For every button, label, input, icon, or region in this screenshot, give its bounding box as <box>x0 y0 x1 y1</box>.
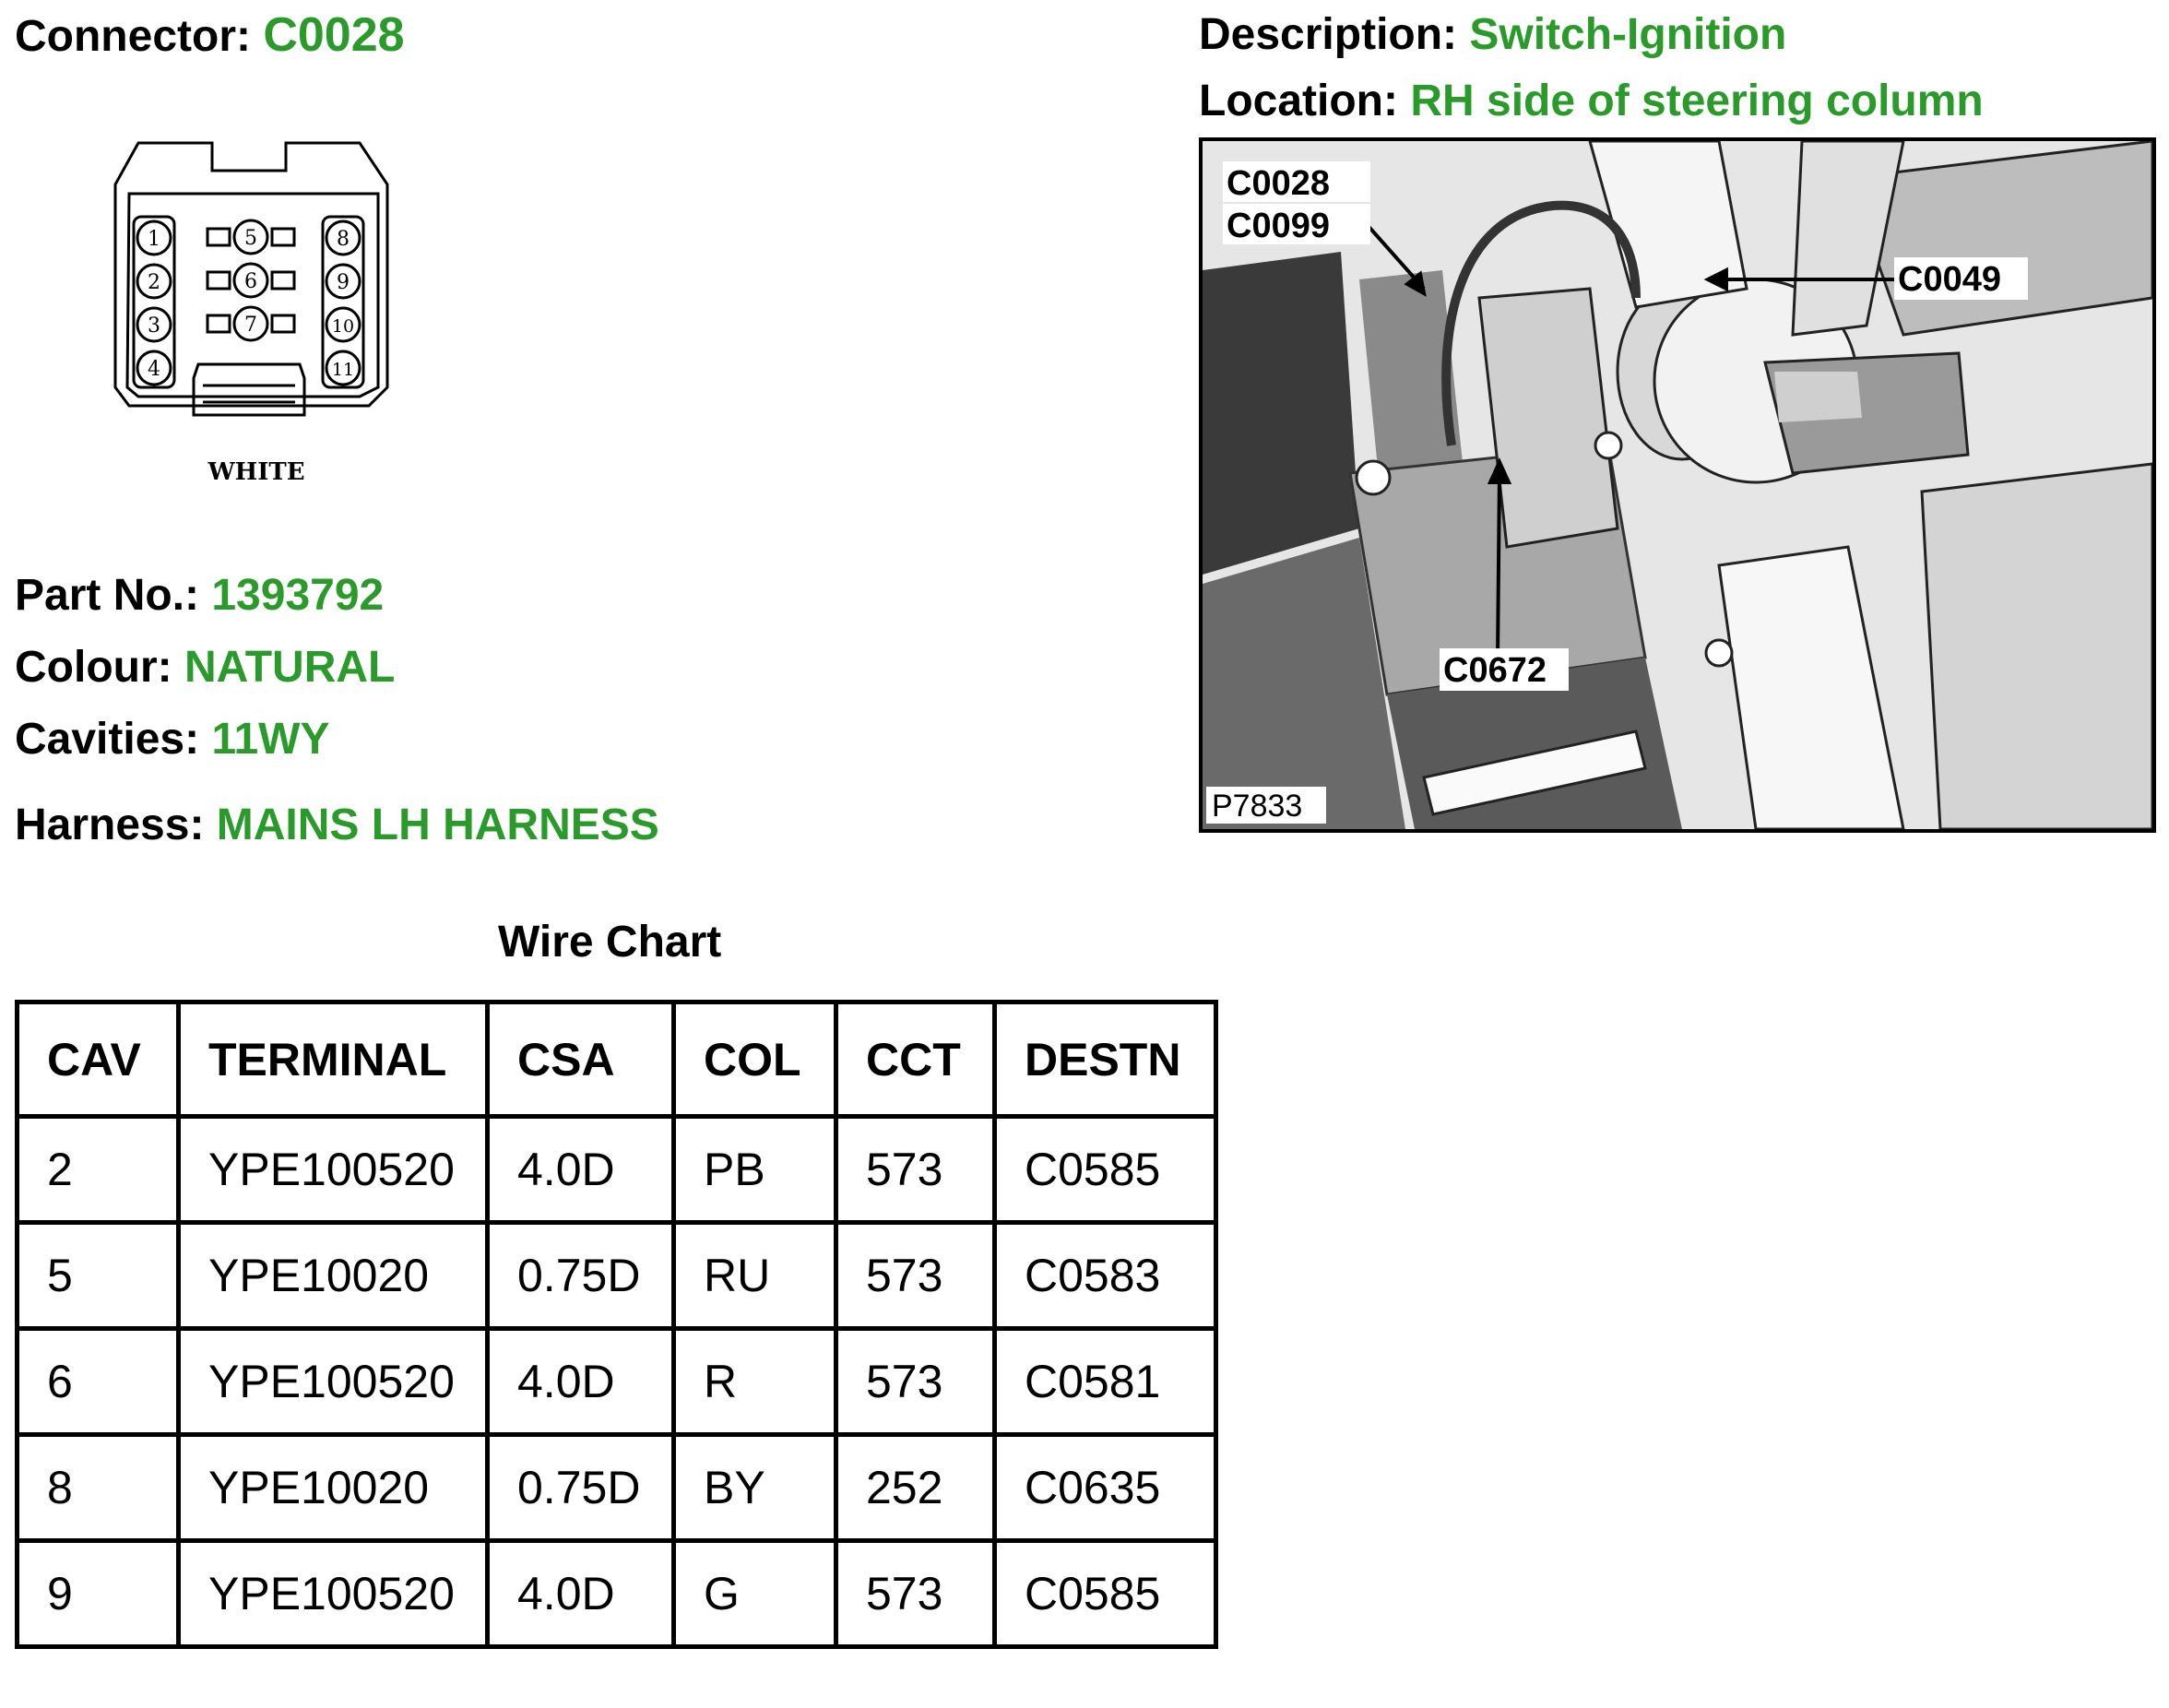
cell-cav: 2 <box>18 1117 179 1223</box>
wire-chart-title: Wire Chart <box>498 918 722 967</box>
cavities-label: Cavities: <box>15 715 200 764</box>
cell-terminal: YPE10020 <box>179 1435 488 1541</box>
pin-7-label: 7 <box>244 314 257 337</box>
location-value: RH side of steering column <box>1410 77 1984 125</box>
cavities-field <box>15 714 330 765</box>
pin-2-label: 2 <box>148 271 160 294</box>
harness-field <box>15 800 659 851</box>
column-header-cav: CAV <box>18 1002 179 1117</box>
column-header-csa: CSA <box>488 1002 674 1117</box>
cell-cav: 6 <box>18 1329 179 1435</box>
wire-chart-header-row <box>18 1002 1216 1117</box>
cell-csa: 4.0D <box>488 1329 674 1435</box>
cell-destn: C0583 <box>995 1223 1216 1329</box>
cell-cav: 5 <box>18 1223 179 1329</box>
cell-cct: 573 <box>836 1117 995 1223</box>
location-field <box>1199 76 1984 127</box>
location-illustration <box>1203 141 2152 829</box>
cell-csa: 0.75D <box>488 1435 674 1541</box>
connector-colour-text: WHITE <box>207 458 305 486</box>
description-label: Description: <box>1199 10 1458 59</box>
cell-col: RU <box>674 1223 836 1329</box>
cell-col: BY <box>674 1435 836 1541</box>
cell-csa: 0.75D <box>488 1223 674 1329</box>
pin-8-label: 8 <box>337 228 350 251</box>
description-field <box>1199 9 1786 61</box>
part-number-label: Part No.: <box>15 571 200 620</box>
cell-csa: 4.0D <box>488 1541 674 1647</box>
colour-field <box>15 642 395 694</box>
cell-terminal: YPE100520 <box>179 1329 488 1435</box>
cell-col: PB <box>674 1117 836 1223</box>
cell-destn: C0581 <box>995 1329 1216 1435</box>
column-header-cct: CCT <box>836 1002 995 1117</box>
table-row <box>18 1435 1216 1541</box>
table-row <box>18 1541 1216 1647</box>
cell-destn: C0585 <box>995 1541 1216 1647</box>
callout-c0049: C0049 <box>1898 260 2001 299</box>
callout-c0028: C0028 <box>1227 164 1330 203</box>
cell-destn: C0635 <box>995 1435 1216 1541</box>
cell-cct: 573 <box>836 1541 995 1647</box>
pin-5-label: 5 <box>244 227 257 250</box>
cavities-value: 11WY <box>211 715 330 764</box>
harness-value: MAINS LH HARNESS <box>216 801 659 849</box>
column-header-terminal: TERMINAL <box>179 1002 488 1117</box>
cell-cct: 573 <box>836 1329 995 1435</box>
column-header-destn: DESTN <box>995 1002 1216 1117</box>
column-header-col: COL <box>674 1002 836 1117</box>
pin-11-label: 11 <box>331 360 355 380</box>
photo-ref: P7833 <box>1212 789 1303 824</box>
cell-col: G <box>674 1541 836 1647</box>
cell-cct: 252 <box>836 1435 995 1541</box>
cell-cct: 573 <box>836 1223 995 1329</box>
pin-6-label: 6 <box>244 270 257 293</box>
part-number-field <box>15 570 384 622</box>
cell-terminal: YPE100520 <box>179 1541 488 1647</box>
cell-col: R <box>674 1329 836 1435</box>
colour-label: Colour: <box>15 643 172 692</box>
pin-9-label: 9 <box>337 271 350 294</box>
description-value: Switch-Ignition <box>1469 10 1787 59</box>
callout-c0672: C0672 <box>1443 651 1547 690</box>
cell-cav: 8 <box>18 1435 179 1541</box>
table-row <box>18 1329 1216 1435</box>
cell-terminal: YPE100520 <box>179 1117 488 1223</box>
cell-destn: C0585 <box>995 1117 1216 1223</box>
connector-value: C0028 <box>263 8 405 62</box>
pin-10-label: 10 <box>331 316 355 337</box>
location-label: Location: <box>1199 77 1398 125</box>
part-number-value: 1393792 <box>211 571 385 620</box>
pin-3-label: 3 <box>148 314 160 338</box>
connector-face-svg <box>101 129 406 498</box>
connector-field <box>15 9 405 63</box>
pin-4-label: 4 <box>148 358 160 381</box>
connector-label: Connector: <box>15 12 251 61</box>
wire-chart-table <box>15 1000 1218 1649</box>
location-photo <box>1199 137 2156 833</box>
table-row <box>18 1117 1216 1223</box>
cell-cav: 9 <box>18 1541 179 1647</box>
callout-c0099: C0099 <box>1227 207 1330 245</box>
cell-terminal: YPE10020 <box>179 1223 488 1329</box>
colour-value: NATURAL <box>184 643 396 692</box>
pin-1-label: 1 <box>148 228 160 251</box>
cell-csa: 4.0D <box>488 1117 674 1223</box>
table-row <box>18 1223 1216 1329</box>
connector-face-diagram <box>101 129 406 498</box>
harness-label: Harness: <box>15 801 205 849</box>
